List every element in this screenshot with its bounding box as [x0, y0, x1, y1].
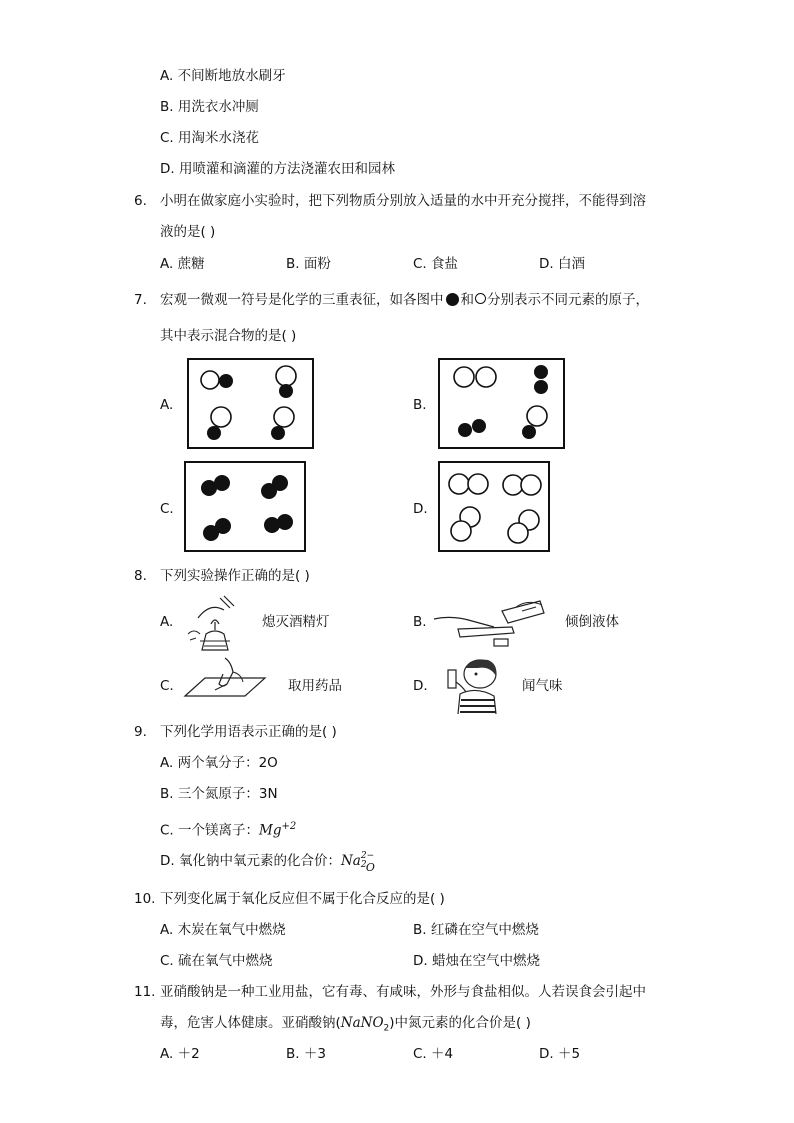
q8-option-b-text: 倾倒液体 — [565, 614, 619, 630]
q8-option-a-text: 熄灭酒精灯 — [262, 614, 330, 630]
q10-number: 10. — [134, 891, 156, 907]
q9-stem: 下列化学用语表示正确的是( ) — [160, 724, 337, 740]
q6-stem-2: 液的是( ) — [160, 224, 216, 240]
q7-diagram-a — [187, 358, 314, 449]
q10-option-b: B. 红磷在空气中燃烧 — [413, 922, 539, 938]
q7-diagram-c — [184, 461, 306, 552]
hollow-atom-icon — [475, 293, 486, 304]
q6-option-b: B. 面粉 — [286, 256, 331, 272]
q7-diagram-b — [438, 358, 565, 449]
q6-option-a: A. 蔗糖 — [160, 256, 205, 272]
q6-number: 6. — [134, 193, 147, 209]
q8-option-d-text: 闻气味 — [522, 678, 563, 694]
q9-option-b: B. 三个氮原子：3N — [160, 786, 278, 802]
q7-option-b-letter: B. — [413, 397, 427, 413]
q8-option-b-letter: B. — [413, 614, 427, 630]
q10-option-c: C. 硫在氧气中燃烧 — [160, 953, 273, 969]
q5-option-a: A. 不间断地放水刷牙 — [160, 68, 286, 84]
q5-option-b: B. 用洗衣水冲厕 — [160, 99, 259, 115]
q11-option-c: C. ＋4 — [413, 1046, 454, 1062]
smell-gas-icon — [436, 656, 502, 716]
q7-number: 7. — [134, 292, 147, 308]
take-medicine-icon — [183, 654, 267, 700]
q6-option-d: D. 白酒 — [539, 256, 585, 272]
q9-option-d: D. 氧化钠中氧元素的化合价：Na 2− 2 O — [160, 851, 375, 874]
q11-option-d: D. ＋5 — [539, 1046, 581, 1062]
q11-stem-2: 毒，危害人体健康。亚硝酸钠(NaNO$_2$)中氮元素的化合价是( ) — [160, 1015, 531, 1034]
filled-atom-icon — [446, 293, 459, 306]
q5-option-d: D. 用喷灌和滴灌的方法浇灌农田和园林 — [160, 161, 395, 177]
q11-number: 11. — [134, 984, 156, 1000]
q11-option-a: A. ＋2 — [160, 1046, 200, 1062]
q9-number: 9. — [134, 724, 147, 740]
alcohol-lamp-icon — [180, 594, 250, 652]
q10-option-a: A. 木炭在氧气中燃烧 — [160, 922, 286, 938]
q9-option-a: A. 两个氧分子：2O — [160, 755, 278, 771]
q5-option-c: C. 用淘米水浇花 — [160, 130, 260, 146]
pour-liquid-icon — [432, 597, 550, 649]
q8-option-c-letter: C. — [160, 678, 174, 694]
q8-option-c-text: 取用药品 — [288, 678, 342, 694]
q8-stem: 下列实验操作正确的是( ) — [160, 568, 310, 584]
q6-stem-1: 小明在做家庭小实验时，把下列物质分别放入适量的水中开充分搅拌，不能得到溶 — [160, 193, 646, 209]
q10-stem: 下列变化属于氧化反应但不属于化合反应的是( ) — [160, 891, 445, 907]
q9-option-c: C. 一个镁离子：$Mg^{+2}$ — [160, 821, 297, 839]
q8-option-a-letter: A. — [160, 614, 174, 630]
q8-number: 8. — [134, 568, 147, 584]
q7-stem-2: 其中表示混合物的是( ) — [160, 328, 297, 344]
q7-option-d-letter: D. — [413, 501, 428, 517]
q7-option-a-letter: A. — [160, 397, 174, 413]
q7-stem-1: 宏观一微观一符号是化学的三重表征，如各图中 和 分别表示不同元素的原子， — [160, 292, 649, 308]
q11-stem-1: 亚硝酸钠是一种工业用盐，它有毒、有咸味，外形与食盐相似。人若误食会引起中 — [160, 984, 646, 1000]
q6-option-c: C. 食盐 — [413, 256, 459, 272]
q10-option-d: D. 蜡烛在空气中燃烧 — [413, 953, 540, 969]
q7-diagram-d — [438, 461, 550, 552]
q7-option-c-letter: C. — [160, 501, 174, 517]
q11-option-b: B. ＋3 — [286, 1046, 326, 1062]
q8-option-d-letter: D. — [413, 678, 428, 694]
